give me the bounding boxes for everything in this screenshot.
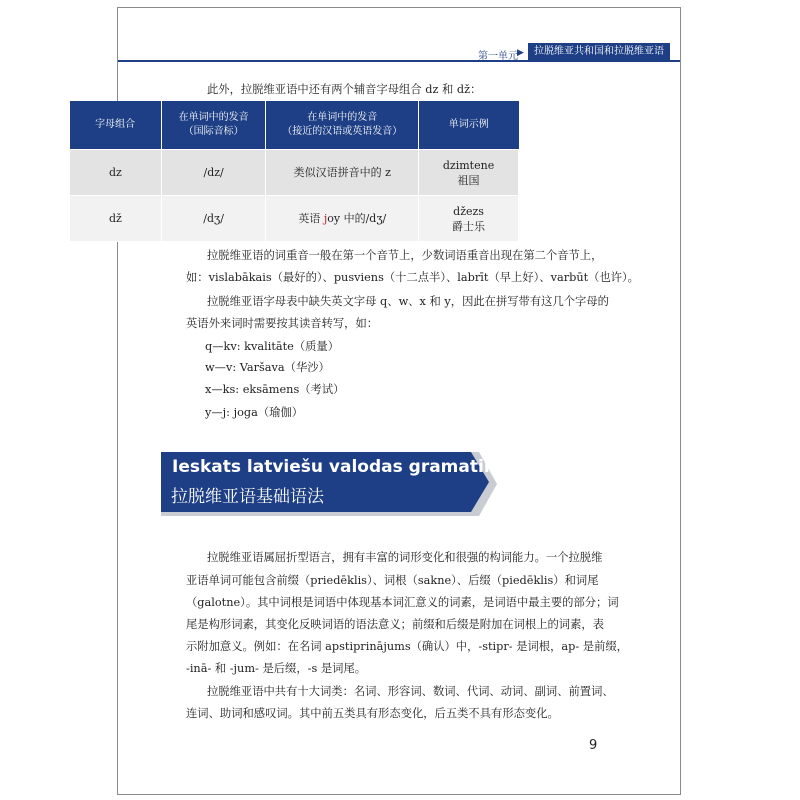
paragraph-grammar-line: （galotne）。其中词根是词语中体现基本词汇意义的词素，是词语中最主要的部分；词 [186, 596, 619, 609]
page-number: 9 [589, 738, 598, 753]
example-line: x—ks: eksāmens（考试） [205, 383, 345, 396]
table-header-cell: 单词示例 [419, 101, 519, 150]
paragraph-missing-letters-line: 英语外来词时需要按其读音转写，如： [186, 317, 379, 330]
header-topic-label: 拉脱维亚共和国和拉脱维亚语 [528, 43, 670, 60]
consonant-table [69, 101, 519, 242]
table-row [70, 196, 519, 242]
paragraph-grammar-line: 尾是构形词素，其变化反映词语的语法意义；前缀和后缀是附加在词根上的词素，表 [186, 618, 604, 631]
paragraph-missing-letters-line: 拉脱维亚语字母表中缺失英文字母 q、w、x 和 y，因此在拼写带有这几个字母的 [207, 295, 609, 308]
paragraph-word-classes-line: 拉脱维亚语中共有十大词类：名词、形容词、数词、代词、动词、副词、前置词、 [207, 685, 614, 698]
example-line: q—kv: kvalitāte（质量） [205, 340, 340, 353]
section-title-chinese: 拉脱维亚语基础语法 [171, 487, 324, 507]
paragraph-word-classes-line: 连词、助词和感叹词。其中前五类具有形态变化，后五类不具有形态变化。 [186, 707, 559, 720]
table-cell-description: 英语 joy 中的/dʒ/ [266, 196, 419, 242]
paragraph-grammar-line: 拉脱维亚语属屈折型语言，拥有丰富的词形变化和很强的构词能力。一个拉脱维 [207, 551, 603, 564]
table-cell-example: džezs 爵士乐 [419, 196, 519, 242]
table-header-cell: 字母组合 [70, 101, 162, 150]
table-header-cell: 在单词中的发音 （接近的汉语或英语发音） [266, 101, 419, 150]
paragraph-stress-line: 如：vislabākais（最好的）、pusviens（十二点半）、labrīt（早上好）、varbūt（也许）。 [186, 271, 639, 284]
paragraph-grammar-line: 亚语单词可能包含前缀（priedēklis）、词根（sakne）、后缀（piedēklis）和词尾 [186, 574, 599, 587]
header-unit-label: 第一单元 [478, 51, 518, 62]
table-cell-letter: dz [70, 150, 162, 196]
paragraph-stress-line: 拉脱维亚语的词重音一般在第一个音节上，少数词语重音出现在第二个音节上， [207, 249, 603, 262]
paragraph-grammar-line: 示附加意义。例如：在名词 apstiprinājums（确认）中，-stipr- 是词根，ap- 是前缀， [186, 640, 628, 653]
table-row [70, 150, 519, 196]
table-cell-ipa: /dz/ [161, 150, 266, 196]
table-cell-description: 类似汉语拼音中的 z [266, 150, 419, 196]
header-rule [118, 60, 680, 62]
table-header-row [70, 101, 519, 150]
table-header-cell: 在单词中的发音 （国际音标） [161, 101, 266, 150]
example-line: w—v: Varšava（华沙） [205, 361, 330, 374]
triangle-right-icon: ▶ [517, 48, 524, 58]
section-title-latvian: Ieskats latviešu valodas gramatikā [172, 457, 507, 477]
table-cell-letter: dž [70, 196, 162, 242]
table-cell-ipa: /dʒ/ [161, 196, 266, 242]
paragraph-grammar-line: -inā- 和 -jum- 是后缀，-s 是词尾。 [186, 662, 367, 675]
intro-text: 此外，拉脱维亚语中还有两个辅音字母组合 dz 和 dž： [207, 83, 482, 96]
table-cell-example: dzimtene 祖国 [419, 150, 519, 196]
example-line: y—j: joga（瑜伽） [205, 406, 304, 419]
